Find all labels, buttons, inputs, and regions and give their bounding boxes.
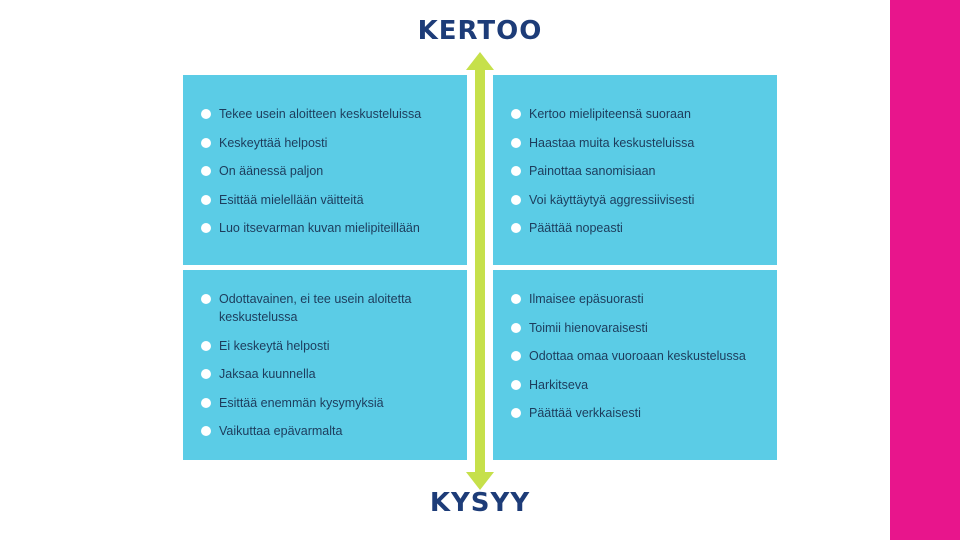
list-item: Päättää nopeasti	[509, 219, 777, 237]
list-item: Ei keskeytä helposti	[199, 337, 467, 355]
list-item: Päättää verkkaisesti	[509, 404, 777, 422]
double-arrow-icon	[462, 52, 498, 490]
list-item: Esittää enemmän kysymyksiä	[199, 394, 467, 412]
list-item: Keskeyttää helposti	[199, 134, 467, 152]
list-item: Voi käyttäytyä aggressiivisesti	[509, 191, 777, 209]
quadrant-top-left	[183, 75, 467, 265]
axis-label-bottom: KYSYY	[429, 488, 531, 518]
list-item: Tekee usein aloitteen keskusteluissa	[199, 105, 467, 123]
list-item: Toimii hienovaraisesti	[509, 319, 777, 337]
axis-label-top: KERTOO	[417, 16, 543, 46]
quadrant-bottom-right	[493, 270, 777, 460]
list-item: Odottaa omaa vuoroaan keskustelussa	[509, 347, 777, 365]
list-item: Odottavainen, ei tee usein aloitetta keskustelussa	[199, 290, 459, 326]
accent-side-bar	[890, 0, 960, 540]
list-item: On äänessä paljon	[199, 162, 467, 180]
list-item: Painottaa sanomisiaan	[509, 162, 777, 180]
quadrant-top-right	[493, 75, 777, 265]
list-item: Vaikuttaa epävarmalta	[199, 422, 467, 440]
list-item: Esittää mielellään väitteitä	[199, 191, 467, 209]
list-item: Harkitseva	[509, 376, 777, 394]
list-item: Kertoo mielipiteensä suoraan	[509, 105, 777, 123]
list-item: Ilmaisee epäsuorasti	[509, 290, 777, 308]
list-item: Haastaa muita keskusteluissa	[509, 134, 777, 152]
quadrant-bottom-left	[183, 270, 467, 460]
list-item: Luo itsevarman kuvan mielipiteillään	[199, 219, 467, 237]
list-item: Jaksaa kuunnella	[199, 365, 467, 383]
